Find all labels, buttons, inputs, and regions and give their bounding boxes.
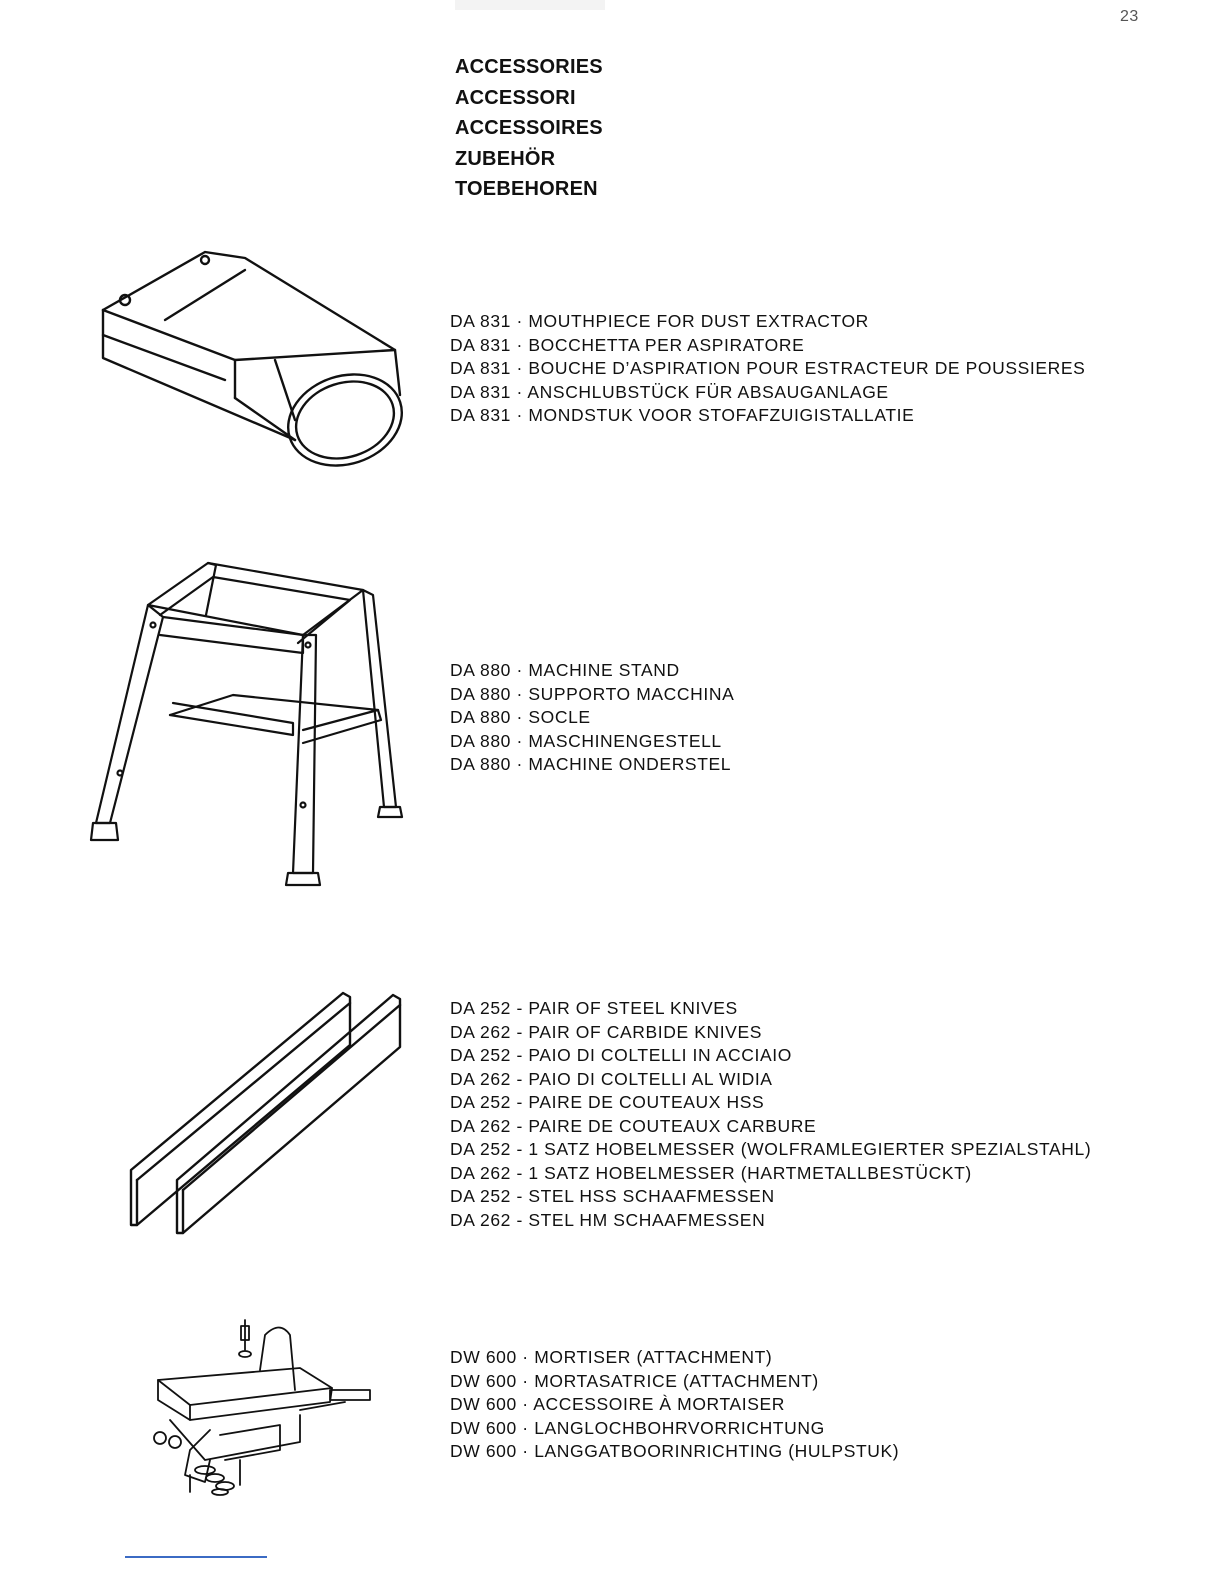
list-item: DA 831 · BOCCHETTA PER ASPIRATORE [450, 334, 805, 355]
list-item: DA 262 - PAIR OF CARBIDE KNIVES [450, 1021, 762, 1042]
planer-knives-drawing [125, 985, 410, 1240]
list-item: DA 262 - PAIRE DE COUTEAUX CARBURE [450, 1115, 817, 1136]
list-item: DA 831 · BOUCHE D’ASPIRATION POUR ESTRACTEUR DE POUSSIERES [450, 358, 1086, 378]
heading-dutch: TOEBEHOREN [455, 178, 598, 200]
heading-french: ACCESSOIRES [455, 117, 603, 139]
list-item: DA 252 - 1 SATZ HOBELMESSER (WOLFRAMLEGIERTER SPEZIALSTAHL) [450, 1139, 1092, 1159]
list-item: DA 880 · MASCHINENGESTELL [450, 730, 722, 751]
list-item: DW 600 · ACCESSOIRE À MORTAISER [450, 1394, 785, 1414]
list-item: DA 252 - PAIRE DE COUTEAUX HSS [450, 1092, 765, 1112]
mortiser-section [450, 1346, 899, 1464]
list-item: DW 600 · LANGLOCHBOHRVORRICHTUNG [450, 1417, 825, 1438]
heading-english: ACCESSORIES [455, 56, 603, 78]
list-item: DW 600 · MORTISER (ATTACHMENT) [450, 1347, 773, 1367]
list-item: DA 262 - STEL HM SCHAAFMESSEN [450, 1209, 766, 1230]
list-item: DA 880 · SUPPORTO MACCHINA [450, 683, 735, 704]
list-item: DA 262 - 1 SATZ HOBELMESSER (HARTMETALLBESTÜCKT) [450, 1162, 972, 1183]
list-item: DA 831 · ANSCHLUBSTÜCK FÜR ABSAUGANLAGE [450, 381, 889, 402]
list-item: DA 262 - PAIO DI COLTELLI AL WIDIA [450, 1068, 773, 1089]
scan-smudge [455, 0, 605, 10]
list-item: DW 600 · LANGGATBOORINRICHTING (HULPSTUK) [450, 1441, 900, 1461]
list-item: DA 831 · MOUTHPIECE FOR DUST EXTRACTOR [450, 311, 869, 331]
list-item: DA 880 · MACHINE STAND [450, 660, 680, 680]
knives-section [450, 997, 1091, 1232]
page-number: 23 [1120, 8, 1139, 25]
heading-german: ZUBEHÖR [455, 147, 556, 170]
list-item: DA 880 · SOCLE [450, 707, 591, 727]
list-item: DW 600 · MORTASATRICE (ATTACHMENT) [450, 1370, 819, 1391]
stand-section [450, 659, 734, 777]
mouthpiece-section [450, 310, 1085, 428]
heading-block [455, 52, 603, 205]
list-item: DA 831 · MONDSTUK VOOR STOFAFZUIGISTALLATIE [450, 405, 915, 425]
footer-rule [125, 1556, 267, 1558]
machine-stand-drawing [88, 555, 418, 890]
mortiser-attachment-drawing [150, 1310, 380, 1500]
heading-italian: ACCESSORI [455, 86, 576, 109]
list-item: DA 252 - STEL HSS SCHAAFMESSEN [450, 1186, 775, 1206]
list-item: DA 252 - PAIR OF STEEL KNIVES [450, 998, 738, 1018]
list-item: DA 880 · MACHINE ONDERSTEL [450, 754, 732, 774]
list-item: DA 252 - PAIO DI COLTELLI IN ACCIAIO [450, 1045, 792, 1065]
dust-extractor-mouthpiece-drawing [95, 240, 415, 480]
